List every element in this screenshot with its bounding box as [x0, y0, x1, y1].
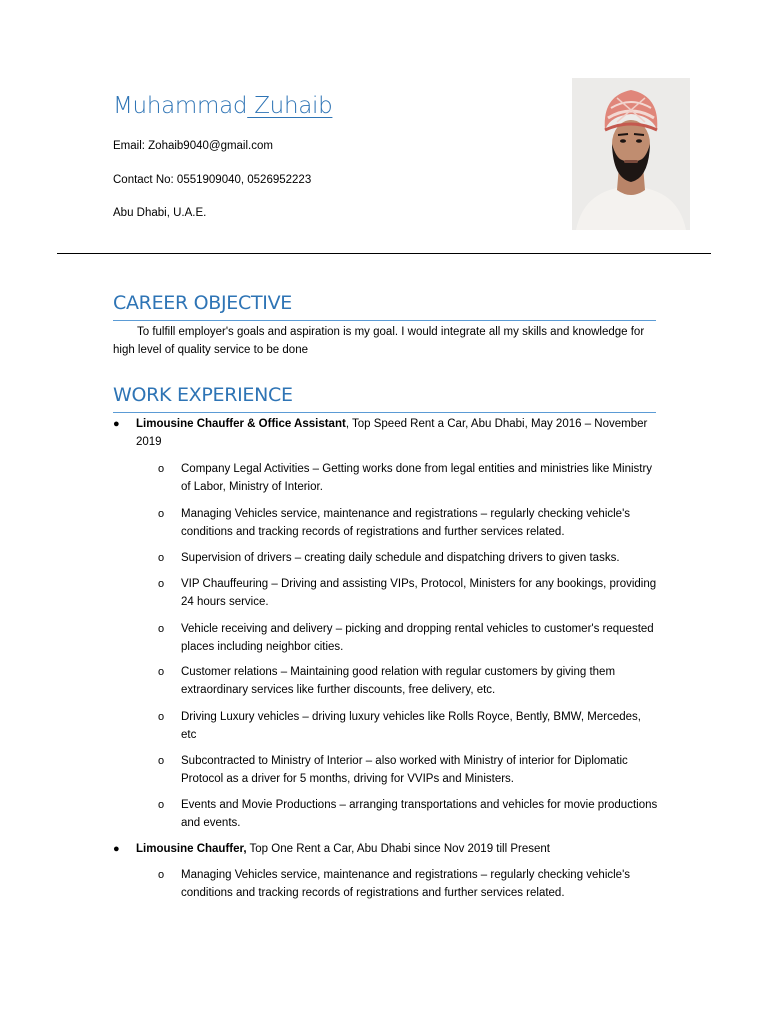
job-title: Limousine Chauffer, — [136, 843, 247, 855]
bullet-icon: ● — [113, 418, 120, 430]
circle-bullet-icon: o — [158, 666, 165, 678]
profile-photo — [572, 78, 690, 230]
duty-text: Events and Movie Productions – arranging transportations and vehicles for movie productions and events. — [181, 799, 658, 829]
circle-bullet-icon: o — [158, 799, 165, 811]
duty-text: VIP Chauffeuring – Driving and assisting VIPs, Protocol, Ministers for any bookings, providing 24 hours service. — [181, 578, 657, 608]
duty-text: Vehicle receiving and delivery – picking and dropping rental vehicles to customer's requested places including neighbor cities. — [181, 623, 654, 653]
duty-text: Supervision of drivers – creating daily schedule and dispatching drivers to given tasks. — [181, 552, 620, 564]
bullet-icon: ● — [113, 843, 120, 855]
job-details: Top One Rent a Car, Abu Dhabi since Nov 2019 till Present — [246, 843, 550, 855]
circle-bullet-icon: o — [158, 508, 165, 520]
duty-text: Managing Vehicles service, maintenance and registrations – regularly checking vehicle's conditions and tracking records of registrations and further services related. — [181, 869, 631, 899]
circle-bullet-icon: o — [158, 869, 165, 881]
duty-text: Customer relations – Maintaining good relation with regular customers by giving them extraordinary services like further discounts, free delivery, etc. — [181, 666, 616, 696]
duty-item — [158, 549, 658, 567]
circle-bullet-icon: o — [158, 623, 165, 635]
circle-bullet-icon: o — [158, 711, 165, 723]
duty-item — [158, 663, 658, 699]
duty-text: Company Legal Activities – Getting works done from legal entities and ministries like Ministry of Labor, Ministry of Interior. — [181, 463, 653, 493]
first-name: Muhammad — [113, 93, 248, 119]
work-experience-heading: WORK EXPERIENCE — [113, 384, 293, 406]
header-divider — [57, 253, 711, 254]
last-name: Zuhaib — [247, 93, 333, 119]
duty-item — [158, 620, 658, 656]
duty-text: Subcontracted to Ministry of Interior – also worked with Ministry of interior for Diplomatic Protocol as a driver for 5 months, driving for VVIPs and Ministers. — [181, 755, 628, 785]
experience-underline — [113, 412, 656, 413]
circle-bullet-icon: o — [158, 755, 165, 767]
phone-line: Contact No: 0551909040, 0526952223 — [113, 174, 312, 186]
circle-bullet-icon: o — [158, 552, 165, 564]
job-entry — [113, 415, 661, 451]
duty-item — [158, 796, 658, 832]
circle-bullet-icon: o — [158, 463, 165, 475]
duty-item — [158, 460, 658, 496]
duty-text: Driving Luxury vehicles – driving luxury vehicles like Rolls Royce, Bently, BMW, Mercedes, etc — [181, 711, 641, 741]
career-objective-text: To fulfill employer's goals and aspiration is my goal. I would integrate all my skills and knowledge for high level of quality service to be done — [113, 326, 645, 356]
job-entry — [113, 840, 661, 858]
objective-underline — [113, 320, 656, 321]
duty-item — [158, 505, 658, 541]
candidate-name — [113, 93, 332, 119]
career-objective-heading: CAREER OBJECTIVE — [113, 292, 292, 314]
duty-item — [158, 708, 658, 744]
duty-item — [158, 866, 658, 902]
location-line: Abu Dhabi, U.A.E. — [113, 207, 207, 219]
duty-item — [158, 575, 658, 611]
circle-bullet-icon: o — [158, 578, 165, 590]
job-details: , Top Speed Rent a Car, Abu Dhabi, May 2016 – November 2019 — [136, 418, 648, 448]
duty-text: Managing Vehicles service, maintenance and registrations – regularly checking vehicle's conditions and tracking records of registrations and further services related. — [181, 508, 631, 538]
duty-item — [158, 752, 658, 788]
email-line: Email: Zohaib9040@gmail.com — [113, 140, 273, 152]
job-title: Limousine Chauffer & Office Assistant — [136, 418, 346, 430]
